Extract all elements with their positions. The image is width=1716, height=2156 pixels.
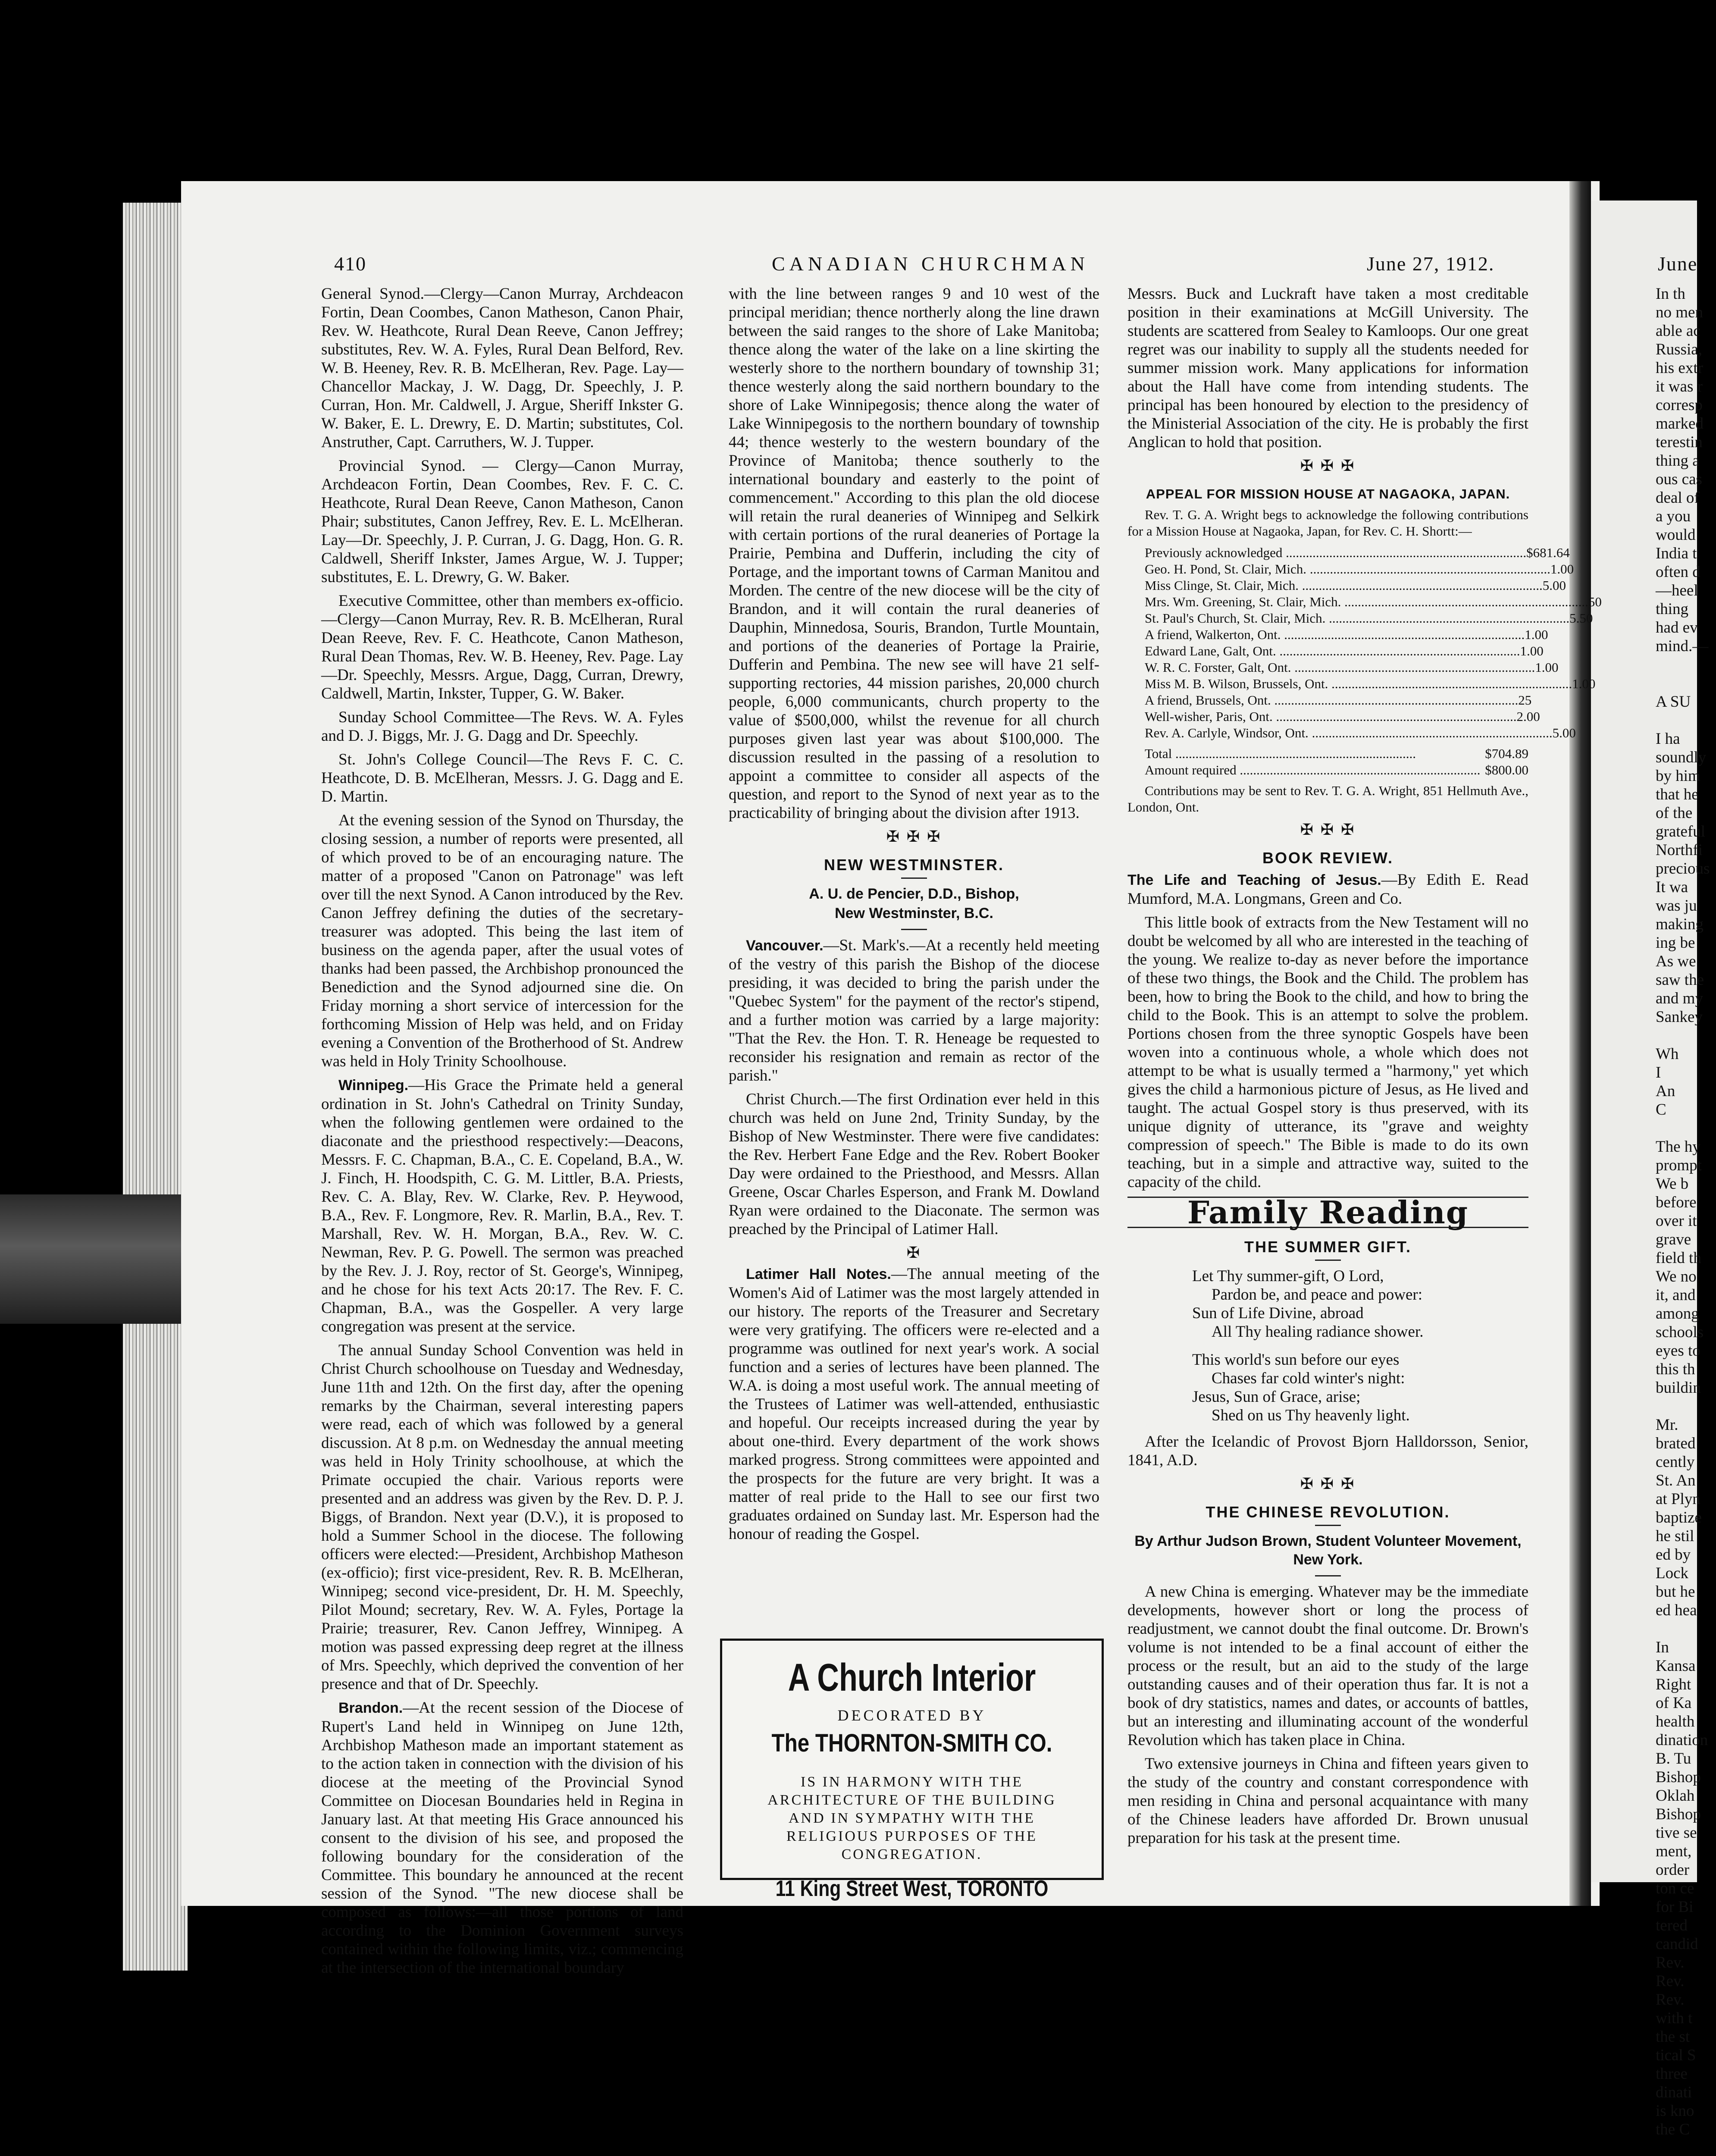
ledger-row	[1127, 610, 1593, 627]
ledger-row	[1127, 594, 1602, 610]
facing-page-line: India t	[1656, 545, 1697, 562]
review-body: This little book of extracts from the New Testament will no doubt be welcomed by all who are interested in the teaching of the young. We realize to-day as never before the importance of these two things, the Book and the Child. The problem has been, how to bring the Book to the child, and how to bring the child to the Book. This is an attempt to solve the problem. Portions chosen from the three synoptic Gospels have been woven into a continuous whole, a whole which does not attempt to be what is usually termed a "harmony," yet which gives the child a harmonious picture of Jesus, as He lived and taught. The actual Gospel story is thus preserved, with its unique dignity of utterance, its "grave and weighty compression of speech." The Bible is made to do its own teaching, but in a simple and attractive way, suited to the capacity of the child.	[1127, 914, 1528, 1191]
facing-page-line: making	[1656, 915, 1703, 933]
section-ornament-small: ✠	[906, 1244, 922, 1261]
facing-page-line: it was r	[1656, 378, 1703, 395]
facing-page-line: A SU	[1656, 693, 1691, 711]
appeal-intro: Rev. T. G. A. Wright begs to acknowledge the following contributions for a Mission House at Nagaoka, Japan, for Rev. C. H. Shortt:—	[1127, 507, 1528, 539]
facing-page-line: that he	[1656, 786, 1699, 803]
required-row	[1127, 762, 1528, 778]
facing-page-line: Rev.	[1656, 1972, 1685, 1990]
facing-page-line	[1656, 674, 1716, 693]
poem-line: Jesus, Sun of Grace, arise;	[1192, 1388, 1361, 1406]
facing-page-line: for Bi	[1656, 1898, 1694, 1916]
college-council-paragraph: St. John's College Council—The Revs F. C. C. Heathcote, D. B. McElheran, Messrs. J. G. Dagg and E. D. Martin.	[321, 751, 683, 805]
section-ornament-2: ✠ ✠ ✠	[1300, 821, 1356, 838]
page-number: 410	[334, 253, 366, 275]
bishop-line-2: New Westminster, B.C.	[835, 905, 993, 921]
facing-page-line: grave	[1656, 1231, 1691, 1248]
facing-page-line: saw the	[1656, 971, 1704, 989]
subheading-rule	[901, 929, 927, 930]
facing-page-line: An	[1656, 1082, 1675, 1100]
facing-page-line: able ac	[1656, 322, 1700, 340]
facing-page-line: Oklah	[1656, 1787, 1695, 1805]
vancouver-paragraph	[729, 936, 1099, 1085]
facing-page-line: Rev.	[1656, 1954, 1685, 1971]
facing-page-line: thing	[1656, 600, 1689, 618]
brandon-paragraph	[321, 1698, 683, 1977]
facing-page-line: health	[1656, 1713, 1695, 1730]
general-synod-paragraph: General Synod.—Clergy—Canon Murray, Archdeacon Fortin, Dean Coombes, Canon Matheson, Canon Phair, Rev. W. Heathcote, Rural Dean Reeve, Canon Jeffrey; substitutes, Rev. W. A. Fyles, Rural Dean Belford, Rev. W. B. Heeney, Rev. R. B. McElheran, Rev. Page. Lay—Chancellor Mackay, J. W. Dagg, Dr. Speechly, J. P. Curran, Hon. Mr. Caldwell, J. Argue, Sheriff Inkster G. W. Baker, E. L. Drewry, E. D. Martin; substitutes, Col. Anstruther, Capt. Carruthers, W. J. Tupper.	[321, 285, 683, 451]
facing-page-line: ment,	[1656, 1843, 1692, 1860]
facing-page-line: marked	[1656, 415, 1703, 432]
facing-page-line: soundly	[1656, 749, 1707, 766]
facing-page-line: ous cas	[1656, 470, 1702, 488]
facing-page-line: C	[1656, 1101, 1666, 1119]
facing-page-line: The hy	[1656, 1138, 1700, 1156]
facing-page-line: St. An	[1656, 1472, 1696, 1489]
latimer-continuation: Messrs. Buck and Luckraft have taken a most creditable position in their examinations at McGill University. The students are scattered from Sealey to Kamloops. Our one great regret was our inability to supply all the students needed for summer mission work. Many applications for information about the Hall have come from intending students. The principal has been honoured by election to the presidency of the Ministerial Association of the city. He is probably the first Anglican to hold that position.	[1127, 285, 1528, 451]
facing-page-line: Northfi	[1656, 841, 1703, 859]
facing-page-line: at Plyn	[1656, 1490, 1700, 1508]
facing-page-line: prompt	[1656, 1156, 1702, 1174]
facing-page-line: brated	[1656, 1435, 1696, 1452]
review-citation	[1127, 871, 1528, 908]
facing-page-line: eyes to	[1656, 1342, 1700, 1360]
facing-page-line: with t	[1656, 2009, 1693, 2027]
facing-page-line: among	[1656, 1305, 1699, 1322]
bishop-line-1: A. U. de Pencier, D.D., Bishop,	[809, 886, 1019, 902]
facing-page-line: a you	[1656, 508, 1691, 525]
evening-session-paragraph: At the evening session of the Synod on Thursday, the closing session, a number of reports were presented, all of which proved to be of an encouraging nature. The matter of a proposed "Canon on Patronage" was left over till the next Synod. A Canon introduced by the Rev. Canon Jeffrey defining the duties of the secretary-treasurer was adopted. This being the last item of business on the agenda paper, after the usual votes of thanks had been passed, the Archbishop pronounced the Benediction and the Synod adjourned sine die. On Friday morning a short service of intercession for the forthcoming Mission of Help was held, and on Friday evening a Convention of the Brotherhood of St. Andrew was held in Holy Trinity Schoolhouse.	[321, 812, 683, 1070]
facing-page-line: before	[1656, 1194, 1697, 1211]
facing-page-line: In th	[1656, 285, 1685, 303]
latimer-lead: Latimer Hall Notes.	[746, 1266, 891, 1282]
contribution-amount: .25	[1515, 693, 1532, 708]
ad-headline: A Church Interior	[788, 1656, 1036, 1699]
facing-page-line: In	[1656, 1639, 1669, 1656]
facing-page-line: grateful	[1656, 823, 1706, 840]
ledger-row	[1127, 643, 1544, 659]
winnipeg-text: —His Grace the Primate held a general ordination in St. John's Cathedral on Trinity Sunday, when the following gentlemen were ordained to the diaconate and the priesthood respectively:—Deacons, Messrs. F. C. Chapman, B.A., C. E. Copeland, B.A., W. J. Finch, H. Hoodspith, C. G. M. Littler, B.A. Priests, Rev. C. A. Blay, Rev. W. Clarke, Rev. P. Heywood, B.A., Rev. F. Longmore, Rev. R. Marlin, B.A., Rev. T. Marshall, Rev. W. H. Morgan, B.A., Rev. W. C. Newman, Rev. P. G. Powell. The sermon was preached by the Rev. J. J. Roy, rector of St. George's, Winnipeg, and he chose for his text Acts 20:17. The Rev. F. C. Chapman, B.A., was the Gospeller. A very large congregation was present at the service.	[321, 1076, 683, 1335]
ledger-row	[1127, 692, 1532, 708]
facing-page-line: —heel	[1656, 582, 1698, 599]
contributor-name: Mrs. Wm. Greening, St. Clair, Mich. .....	[1145, 594, 1585, 610]
review-book-title: The Life and Teaching of Jesus.	[1127, 872, 1381, 888]
poem-line: This world's sun before our eyes	[1192, 1351, 1400, 1369]
contributor-name: Geo. H. Pond, St. Clair, Mich. .....	[1145, 561, 1550, 577]
ledger-row	[1127, 577, 1566, 594]
facing-page-line: is kno	[1656, 2102, 1694, 2120]
total-row	[1127, 746, 1528, 762]
vancouver-lead: Vancouver.	[746, 937, 824, 954]
contributor-name: Rev. A. Carlyle, Windsor, Ont. .....	[1145, 725, 1553, 741]
facing-page-line: the st	[1656, 2028, 1690, 2046]
facing-page-line: dinati	[1656, 2084, 1692, 2101]
facing-page-line: thing a	[1656, 452, 1700, 470]
section-ornament-3: ✠ ✠ ✠	[1300, 1475, 1356, 1492]
contributions-list	[1127, 545, 1602, 741]
thornton-smith-advertisement	[720, 1639, 1104, 1901]
facing-page-line: three	[1656, 2065, 1688, 2083]
latimer-text: —The annual meeting of the Women's Aid of Latimer was the most largely attended in our history. The reports of the Treasurer and Secretary were very gratifying. The officers were re-elected and a programme was outlined for next year's work. A social function and a series of lectures have been planned. The W.A. is doing a most useful work. The annual meeting of the Trustees of Latimer was well-attended, enthusiastic and hopeful. Our receipts increased during the year by about one-third. Every department of the work shows marked progress. Strong committees were appointed and the prospects for the future are very bright. It was a matter of real pride to the Hall to see our first two graduates ordained on Sunday last. Mr. Esperson had the honour of reading the Gospel.	[729, 1265, 1100, 1543]
facing-page-line: cently	[1656, 1453, 1695, 1471]
poem-line: Shed on us Thy heavenly light.	[1212, 1407, 1410, 1424]
book-page-edges	[123, 203, 188, 1971]
poem-line: Let Thy summer-gift, O Lord,	[1192, 1267, 1384, 1285]
contribution-amount: 1.00	[1572, 676, 1596, 691]
facing-page-line: Rev.	[1656, 1991, 1685, 2009]
ledger-row	[1127, 659, 1559, 676]
contributor-name: Miss Clinge, St. Clair, Mich. .....	[1145, 577, 1543, 594]
facing-page-line: corresp	[1656, 396, 1703, 414]
contribution-amount: 1.00	[1525, 627, 1548, 642]
provincial-synod-paragraph: Provincial Synod. — Clergy—Canon Murray, Archdeacon Fortin, Dean Coombes, Rev. F. C. C. Heathcote, Rural Dean Reeve, Canon Matheson, Canon Phair; substitutes, Canon Jeffrey, Rev. E. L. McElheran. Lay—Dr. Speechly, J. P. Curran, J. G. Dagg, Hon. G. R. Caldwell, Sheriff Inkster, James Argue, W. J. Tupper; substitutes, E. L. Drewry, G. W. Baker.	[321, 457, 683, 586]
facing-page-line: tered	[1656, 1917, 1688, 1934]
ledger-row	[1127, 676, 1596, 692]
contribution-amount: $681.64	[1526, 545, 1570, 560]
facing-page-line: would	[1656, 526, 1696, 544]
facing-page-line: ed hea	[1656, 1601, 1697, 1619]
poem-credit: After the Icelandic of Provost Bjorn Halldorsson, Senior, 1841, A.D.	[1127, 1433, 1528, 1469]
contribution-amount: 2.00	[1516, 709, 1540, 724]
facing-page-line: precious	[1656, 860, 1710, 877]
facing-page-line: dination	[1656, 1731, 1708, 1749]
total-amount: $704.89	[1485, 746, 1528, 761]
contribution-amount: 5.00	[1552, 725, 1576, 740]
review-book-meta: —By Edith E. Read Mumford, M.A. Longmans, Green and Co.	[1127, 871, 1528, 908]
facing-page-line: the C	[1656, 2121, 1690, 2138]
required-amount: $800.00	[1485, 762, 1528, 777]
poem	[1127, 1267, 1528, 1425]
facing-page-line: it, and	[1656, 1286, 1696, 1304]
total-label: Total .....	[1145, 746, 1477, 762]
poem-line: Chases far cold winter's night:	[1212, 1369, 1405, 1387]
facing-page-line: Sankey	[1656, 1008, 1703, 1026]
facing-page-line: by him	[1656, 767, 1700, 785]
winnipeg-lead: Winnipeg.	[338, 1077, 409, 1094]
facing-page-line: candid	[1656, 1935, 1698, 1953]
contributor-name: A friend, Walkerton, Ont. .....	[1145, 627, 1525, 643]
facing-page-line: tive se	[1656, 1824, 1697, 1842]
facing-page-line: I	[1656, 1064, 1661, 1081]
boundary-continuation: with the line between ranges 9 and 10 west of the principal meridian; thence northerly along the line drawn between the said ranges to the shore of Lake Manitoba; thence along the water of the lake on a line skirting the westerly shore to the northern boundary of township 31; thence westerly along the said northern boundary to the shore of Lake Winnipegosis; thence along the water of Lake Winnipegosis to the northern boundary of township 44; thence westerly to the western boundary of the Province of Manitoba; thence southerly to the international boundary and easterly to the point of commencement." According to this plan the old diocese will retain the rural deaneries of Winnipeg and Selkirk with certain portions of the rural deaneries of Portage la Prairie, Pembina and Dufferin, including the city of Portage, and the important towns of Carman Manitou and Morden. The centre of the new diocese will be the city of Brandon, and it will contain the rural deaneries of Dauphin, Minnedosa, Souris, Brandon, Turtle Mountain, and portions of the deaneries of Portage la Prairie, Dufferin and Pembina. The new see will have 21 self-supporting rectories, 44 mission parishes, 20,000 church people, 6,000 communicants, church property to the value of $500,000, whilst the revenue for all church purposes given last year was about $100,000. The discussion resulted in the passing of a resolution to appoint a committee to consider all aspects of the question, and report to the Synod of next year as to the practicability of bringing about the division after 1913.	[729, 285, 1099, 822]
facing-page-line: ton ce	[1656, 1880, 1694, 1897]
facing-page-line: and my	[1656, 990, 1703, 1007]
revolution-paragraph-1: A new China is emerging. Whatever may be the immediate developments, however short or long the process of readjustment, we cannot doubt the final outcome. Dr. Brown's volume is not intended to be a final account of either the process or the result, but an aid to the study of the large outstanding causes and of their operation thus far. It is not a book of dry statistics, names and dates, or accounts of battles, but an interesting and illuminating account of the wonderful Revolution which has taken place in China.	[1127, 1583, 1528, 1749]
issue-date: June 27, 1912.	[1367, 253, 1495, 275]
facing-page-line: Lock	[1656, 1564, 1689, 1582]
facing-page-line: of the	[1656, 804, 1693, 822]
vancouver-text: —St. Mark's.—At a recently held meeting of the vestry of this parish the Bishop of the diocese presiding, it was decided to bring the parish under the "Quebec System" for the payment of the rector's stipend, and a further motion was carried by a large majority: "That the Rev. the Hon. T. R. Heneage be requested to reconsider his resignation and remain as rector of the parish."	[729, 937, 1099, 1084]
heading-rule	[901, 877, 927, 879]
appeal-note: Contributions may be sent to Rev. T. G. A. Wright, 851 Hellmuth Ave., London, Ont.	[1127, 783, 1528, 815]
facing-page-header: June	[1658, 253, 1698, 275]
contributor-name: Well-wisher, Paris, Ont. .....	[1145, 708, 1517, 725]
facing-page-line: As we	[1656, 953, 1696, 970]
facing-page-line: had ev	[1656, 619, 1698, 636]
book-review-heading: BOOK REVIEW.	[1262, 849, 1394, 867]
facing-page-column	[1656, 285, 1716, 2138]
family-reading-banner: Family Reading	[1127, 1197, 1528, 1228]
facing-page-line: Bishop	[1656, 1768, 1701, 1786]
contributor-name: A friend, Brussels, Ont. .....	[1145, 692, 1515, 708]
new-westminster-heading: NEW WESTMINSTER.	[824, 856, 1004, 874]
byline-rule	[1315, 1575, 1341, 1576]
contributor-name: W. R. C. Forster, Galt, Ont. .....	[1145, 659, 1535, 676]
winnipeg-paragraph	[321, 1076, 683, 1336]
revolution-byline: By Arthur Judson Brown, Student Volunteer Movement, New York.	[1134, 1533, 1522, 1568]
ledger-totals	[1127, 746, 1528, 778]
ledger-row	[1127, 545, 1570, 561]
executive-committee-paragraph: Executive Committee, other than members ex-officio.—Clergy—Canon Murray, Rev. R. B. McElheran, Rural Dean Reeve, Rev. F. C. Heathcote, Canon Matheson, Rural Dean Thomas, Rev. W. B. Heeney, Rev. Page. Lay—Dr. Speechly, Messrs. Argue, Dagg, Curran, Drewry, Caldwell, Martin, Inkster, Tupper, G. W. Baker.	[321, 592, 683, 702]
brandon-text: —At the recent session of the Diocese of Rupert's Land held in Winnipeg on June 12th, Archbishop Matheson made an important statement as to the action taken in connection with the division of his diocese at the meeting of the Provincial Synod Committee on Diocesan Boundaries held in Regina in January last. At that meeting His Grace announced his consent to the division of his see, and proposed the following boundary for the consideration of the Committee. This boundary he announced at the recent session of the Synod. "The new diocese shall be composed as follows:—all those portions of land according to the Dominion Government surveys contained within the following limits, viz.; commencing at the intersection of the international boundary	[321, 1699, 683, 1977]
facing-page-line	[1656, 711, 1716, 730]
summer-gift-heading: THE SUMMER GIFT.	[1244, 1238, 1412, 1256]
section-ornament: ✠ ✠ ✠	[1300, 457, 1356, 474]
section-ornament: ✠ ✠ ✠	[886, 828, 942, 845]
contributor-name: Miss M. B. Wilson, Brussels, Ont. .....	[1145, 676, 1572, 692]
contribution-amount: 1.00	[1520, 643, 1544, 658]
facing-page-line: order	[1656, 1861, 1690, 1879]
contribution-amount: .50	[1585, 594, 1602, 609]
facing-page-line	[1656, 1397, 1716, 1416]
facing-page-line: but he	[1656, 1583, 1695, 1601]
facing-page-line: mind.—	[1656, 637, 1709, 655]
facing-page-line: Wh	[1656, 1045, 1679, 1063]
column-1	[321, 285, 683, 1977]
facing-page-line: Russia,	[1656, 341, 1702, 358]
facing-page-line: his extr	[1656, 359, 1703, 377]
facing-page-line: Right	[1656, 1676, 1691, 1693]
contributor-name: St. Paul's Church, St. Clair, Mich. .....	[1145, 610, 1569, 627]
facing-page-line: no men	[1656, 304, 1703, 321]
revolution-paragraph-2: Two extensive journeys in China and fifteen years given to the study of the country and constant correspondence with men residing in China and personal acquaintance with many of the Chinese leaders have afforded Dr. Brown unusual preparation for his task at the present time.	[1127, 1755, 1528, 1847]
brandon-lead: Brandon.	[338, 1700, 403, 1716]
facing-page-line: this th	[1656, 1360, 1695, 1378]
facing-page-line: tical S	[1656, 2046, 1696, 2064]
ad-address: 11 King Street West, TORONTO	[775, 1876, 1049, 1901]
ledger-row	[1127, 561, 1574, 577]
heading-rule	[1315, 1260, 1341, 1261]
facing-page-line: Bishop	[1656, 1805, 1701, 1823]
christ-church-paragraph: Christ Church.—The first Ordination ever held in this church was held on June 2nd, Trinity Sunday, by the Bishop of New Westminster. There were five candidates: the Rev. Herbert Fane Edge and the Rev. Robert Booker Day were ordained to the Priesthood, and Messrs. Allan Greene, Oscar Charles Esperson, and Frank M. Dowland Ryan were ordained to the Diaconate. The sermon was preached by the Principal of Latimer Hall.	[729, 1091, 1099, 1238]
book-gutter	[1569, 181, 1591, 1906]
poem-line: Pardon be, and peace and power:	[1212, 1286, 1423, 1304]
ledger-row	[1127, 627, 1548, 643]
facing-page-line: Mr.	[1656, 1416, 1678, 1434]
facing-page-line: of Ka	[1656, 1694, 1692, 1712]
ad-company-name: The THORNTON-SMITH CO.	[771, 1729, 1052, 1757]
facing-page-line: was ju	[1656, 897, 1697, 915]
column-3	[1127, 285, 1602, 1847]
appeal-heading: APPEAL FOR MISSION HOUSE AT NAGAOKA, JAPAN.	[1146, 486, 1510, 501]
poem-line: All Thy healing radiance shower.	[1212, 1323, 1424, 1341]
contribution-amount: 1.00	[1550, 561, 1574, 577]
contribution-amount: 1.00	[1535, 660, 1559, 675]
facing-page-line: B. Tu	[1656, 1750, 1691, 1767]
facing-page-line: We no	[1656, 1268, 1697, 1285]
facing-page-line	[1656, 655, 1716, 674]
facing-page-line: I ha	[1656, 730, 1680, 748]
sunday-school-convention-paragraph: The annual Sunday School Convention was held in Christ Church schoolhouse on Tuesday and Wednesday, June 11th and 12th. On the first day, after the opening remarks by the Chairman, several interesting papers were read, each of which was followed by a general discussion. At 8 p.m. on Wednesday the annual meeting was held in Holy Trinity schoolhouse, at which the Primate occupied the chair. Various reports were presented and an address was given by the Rev. D. P. J. Biggs, of Brandon. Next year (D.V.), it is proposed to hold a Summer School in the diocese. The following officers were elected:—President, Archbishop Matheson (ex-officio); first vice-president, Rev. R. B. McElheran, Winnipeg; second vice-president, Dr. H. M. Speechly, Pilot Mound; secretary, Rev. W. A. Fyles, Portage la Prairie; treasurer, Rev. Canon Jeffrey, Winnipeg. A motion was passed expressing deep regret at the illness of Mrs. Speechly, which deprived the convention of her presence and that of Dr. Speechly.	[321, 1341, 683, 1693]
facing-page-line: often d	[1656, 563, 1700, 581]
contributor-name: Edward Lane, Galt, Ont. .....	[1145, 643, 1520, 659]
facing-page-line: We b	[1656, 1175, 1689, 1193]
facing-page-line: over it	[1656, 1212, 1697, 1230]
ledger-row	[1127, 708, 1540, 725]
required-label: Amount required .....	[1145, 762, 1480, 778]
facing-page-line: ed by	[1656, 1546, 1691, 1564]
column-2	[729, 285, 1100, 1543]
facing-page-line	[1656, 1026, 1716, 1045]
facing-page-line: he stil	[1656, 1527, 1694, 1545]
sunday-school-committee-paragraph: Sunday School Committee—The Revs. W. A. Fyles and D. J. Biggs, Mr. J. G. Dagg and Dr. Speechly.	[321, 708, 683, 745]
facing-page-line: baptize	[1656, 1509, 1702, 1526]
facing-page-line: ing be	[1656, 934, 1695, 952]
facing-page-line: schools	[1656, 1323, 1703, 1341]
contribution-amount: 5.00	[1542, 578, 1566, 593]
ad-decorated-by: DECORATED BY	[837, 1707, 986, 1724]
poem-line: Sun of Life Divine, abroad	[1192, 1304, 1364, 1322]
ledger-row	[1127, 725, 1576, 741]
facing-page-line: It wa	[1656, 878, 1688, 896]
facing-page-line	[1656, 1119, 1716, 1138]
facing-page-line: Kansa	[1656, 1657, 1696, 1675]
heading-rule	[1315, 1525, 1341, 1526]
facing-page-line: field th	[1656, 1249, 1701, 1267]
facing-page-line: terestin	[1656, 433, 1703, 451]
latimer-paragraph	[729, 1265, 1099, 1543]
contribution-amount: 5.50	[1569, 611, 1593, 626]
contributor-name: Previously acknowledged .....	[1145, 545, 1526, 561]
masthead-title: CANADIAN CHURCHMAN	[772, 253, 1089, 275]
facing-page-line	[1656, 1620, 1716, 1638]
ad-body-text: IS IN HARMONY WITH THE ARCHITECTURE OF THE BUILDING AND IN SYMPATHY WITH THE RELIGIOUS PURPOSES OF THE CONGREGATION.	[767, 1774, 1056, 1862]
facing-page-line: deal of	[1656, 489, 1700, 507]
facing-page-line: buildin	[1656, 1379, 1701, 1397]
chinese-revolution-heading: THE CHINESE REVOLUTION.	[1206, 1503, 1450, 1521]
